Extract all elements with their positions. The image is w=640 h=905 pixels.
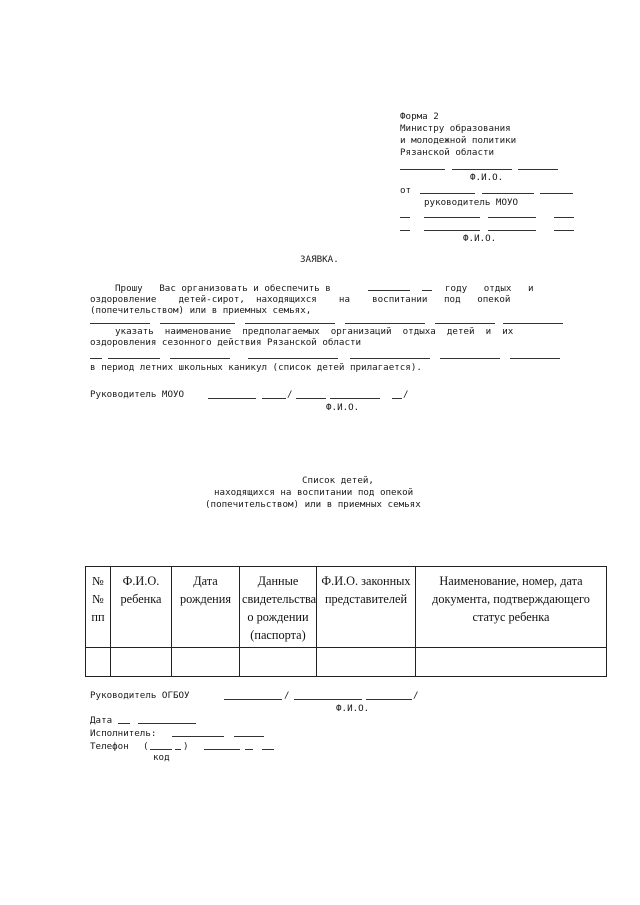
code-caption: код <box>153 752 170 763</box>
year-blank <box>368 290 410 291</box>
blank-line <box>420 193 475 194</box>
date-blank <box>118 723 130 724</box>
table-cell[interactable] <box>240 648 317 677</box>
table-header-row <box>86 567 607 648</box>
executor-label: Исполнитель: <box>90 728 157 739</box>
blank-line <box>350 358 430 359</box>
blank-line <box>90 323 150 324</box>
blank-line <box>400 217 410 218</box>
blank-line <box>452 169 512 170</box>
phone-number-blank <box>245 749 253 750</box>
executor-blank <box>234 736 264 737</box>
children-table <box>85 566 607 677</box>
addressee-line-3: Рязанской области <box>400 147 495 158</box>
blank-line <box>488 230 536 231</box>
fio-caption: Ф.И.О. <box>470 172 504 183</box>
slash: / <box>403 389 409 400</box>
fio-caption: Ф.И.О. <box>463 233 497 244</box>
application-line-1b: году отдых и <box>445 283 534 294</box>
footer-signer-label: Руководитель ОГБОУ <box>90 690 190 701</box>
signature-blank <box>262 398 286 399</box>
col-header-status-document: Наименование, номер, дата документа, подтверждающего статус ребенка <box>416 567 607 648</box>
date-label: Дата <box>90 715 113 726</box>
paren-open: ( <box>143 741 149 752</box>
blank-line <box>424 230 480 231</box>
blank-line <box>400 169 445 170</box>
year-blank <box>422 290 432 291</box>
blank-line <box>424 217 480 218</box>
phone-code-blank <box>175 749 181 750</box>
fio-caption: Ф.И.О. <box>326 402 360 413</box>
name-blank <box>296 398 326 399</box>
phone-label: Телефон <box>90 741 129 752</box>
blank-line <box>160 323 235 324</box>
signature-blank <box>224 699 282 700</box>
col-header-child-name: Ф.И.О. ребенка <box>111 567 172 648</box>
name-blank <box>330 398 380 399</box>
date-blank <box>138 723 196 724</box>
from-prefix: от <box>400 185 412 196</box>
blank-line <box>400 230 410 231</box>
col-header-birth-date: Дата рождения <box>172 567 240 648</box>
addressee-line-1: Министру образования <box>400 123 511 134</box>
application-line-1a: Прошу Вас организовать и обеспечить в <box>115 283 331 294</box>
phone-number-blank <box>204 749 240 750</box>
blank-line <box>170 358 230 359</box>
table-cell[interactable] <box>416 648 607 677</box>
application-line-6: в период летних школьных каникул (список детей прилагается). <box>90 362 422 373</box>
phone-number-blank <box>262 749 274 750</box>
application-title: ЗАЯВКА. <box>300 254 339 265</box>
blank-line <box>554 217 574 218</box>
table-cell[interactable] <box>172 648 240 677</box>
list-title-line-1: Список детей, <box>302 475 374 486</box>
blank-line <box>482 193 534 194</box>
slash: / <box>287 389 293 400</box>
blank-line <box>540 193 573 194</box>
list-title-line-2: находящихся на воспитании под опекой <box>214 487 414 498</box>
addressee-line-2: и молодежной политики <box>400 135 517 146</box>
blank-line <box>488 217 536 218</box>
executor-blank <box>172 736 224 737</box>
paren-close: ) <box>183 741 189 752</box>
slash: / <box>284 690 290 701</box>
col-header-number: № № пп <box>86 567 111 648</box>
blank-line <box>518 169 558 170</box>
slash: / <box>413 690 419 701</box>
name-blank <box>392 398 402 399</box>
col-header-birth-certificate: Данные свидетельства о рождении (паспорта) <box>240 567 317 648</box>
col-header-legal-representatives: Ф.И.О. законных представителей <box>317 567 416 648</box>
blank-line <box>248 358 338 359</box>
table-cell[interactable] <box>111 648 172 677</box>
phone-code-blank <box>150 749 172 750</box>
table-cell[interactable] <box>86 648 111 677</box>
blank-line <box>510 358 560 359</box>
blank-line <box>90 358 102 359</box>
application-line-4: указать наименование предполагаемых организаций отдыха детей и их <box>115 326 514 337</box>
application-signer-label: Руководитель МОУО <box>90 389 185 400</box>
table-cell[interactable] <box>317 648 416 677</box>
blank-line <box>435 323 495 324</box>
form-label: Форма 2 <box>400 111 439 122</box>
blank-line <box>554 230 574 231</box>
table-row <box>86 648 607 677</box>
name-blank <box>294 699 362 700</box>
signature-blank <box>208 398 256 399</box>
blank-line <box>108 358 160 359</box>
head-title-caption: руководитель МОУО <box>424 197 519 208</box>
blank-line <box>345 323 425 324</box>
name-blank <box>366 699 412 700</box>
fio-caption: Ф.И.О. <box>336 703 370 714</box>
application-line-5: оздоровления сезонного действия Рязанской области <box>90 337 362 348</box>
blank-line <box>245 323 335 324</box>
application-line-2: оздоровление детей-сирот, находящихся на воспитании под опекой <box>90 294 511 305</box>
list-title-line-3: (попечительством) или в приемных семьях <box>205 499 421 510</box>
blank-line <box>440 358 500 359</box>
application-line-3: (попечительством) или в приемных семьях, <box>90 305 312 316</box>
blank-line <box>503 323 563 324</box>
